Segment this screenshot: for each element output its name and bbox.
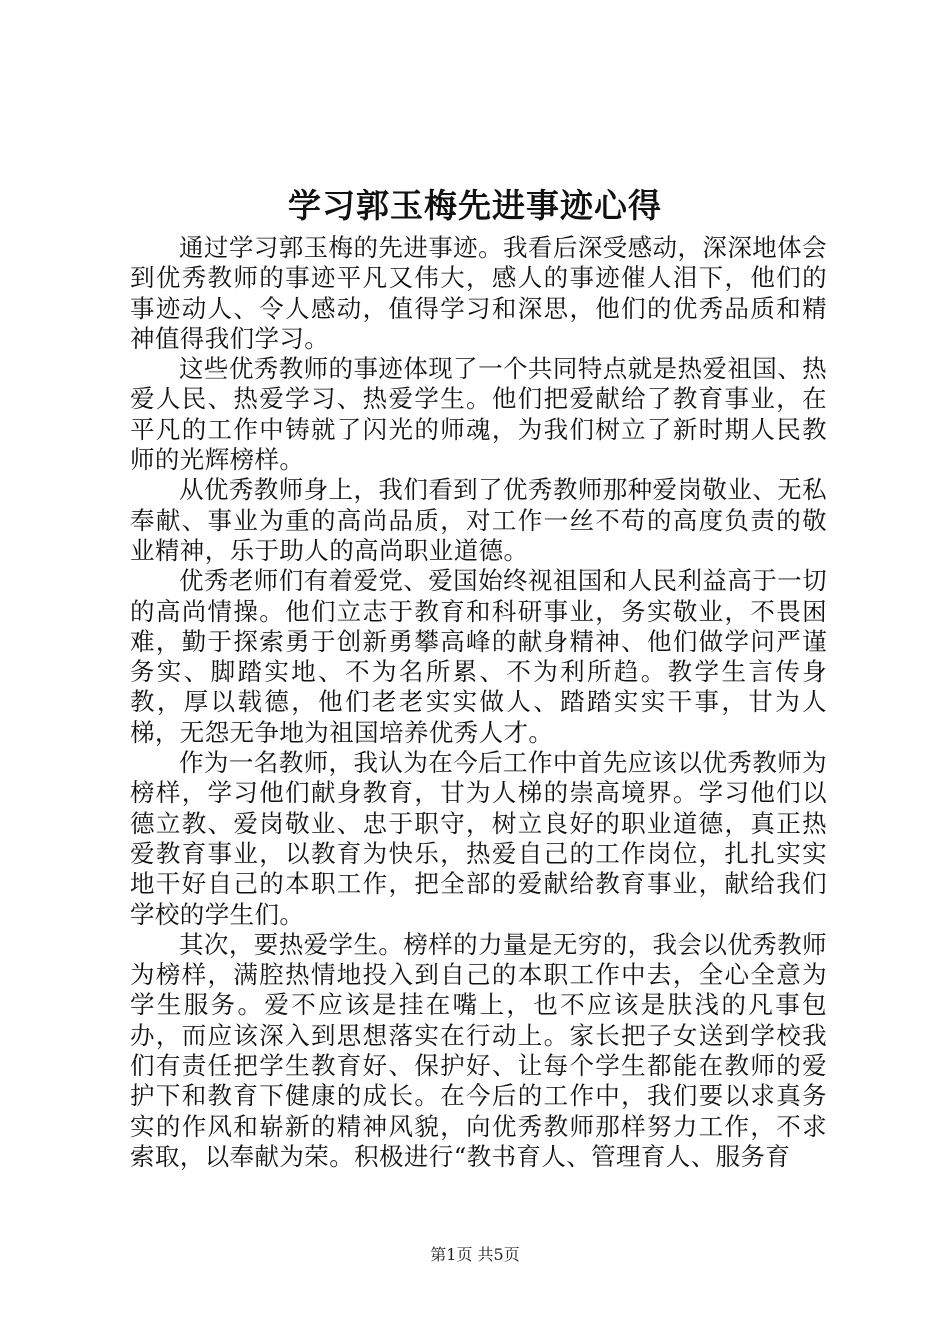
paragraph: 这些优秀教师的事迹体现了一个共同特点就是热爱祖国、热爱人民、热爱学习、热爱学生。他们把爱献给了教育事业，在平凡的工作中铸就了闪光的师魂，为我们树立了新时期人民教师的光辉榜样。 [130, 354, 827, 475]
document-title: 学习郭玉梅先进事迹心得 [288, 186, 662, 225]
page-number-footer: 第1页 共5页 [430, 1245, 520, 1264]
paragraph: 通过学习郭玉梅的先进事迹。我看后深受感动，深深地体会到优秀教师的事迹平凡又伟大，感人的事迹催人泪下，他们的事迹动人、令人感动，值得学习和深思，他们的优秀品质和精神值得我们学习。 [130, 233, 827, 353]
paragraph: 其次，要热爱学生。榜样的力量是无穷的，我会以优秀教师为榜样，满腔热情地投入到自己的本职工作中去，全心全意为学生服务。爱不应该是挂在嘴上，也不应该是肤浅的凡事包办，而应该深入到思想落实在行动上。家长把子女送到学校我们有责任把学生教育好、保护好、让每个学生都能在教师的爱护下和教育下健康的成长。在今后的工作中，我们要以求真务实的作风和崭新的精神风貌，向优秀教师那样努力工作，不求索取，以奉献为荣。积极进行“教书育人、管理育人、服务育 [130, 929, 827, 1171]
paragraph: 作为一名教师，我认为在今后工作中首先应该以优秀教师为榜样，学习他们献身教育，甘为人梯的崇高境界。学习他们以德立教、爱岗敬业、忠于职守，树立良好的职业道德，真正热爱教育事业，以教育为快乐，热爱自己的工作岗位，扎扎实实地干好自己的本职工作，把全部的爱献给教育事业，献给我们学校的学生们。 [130, 748, 827, 929]
paragraph: 优秀老师们有着爱党、爱国始终视祖国和人民利益高于一切的高尚情操。他们立志于教育和科研事业，务实敬业，不畏困难，勤于探索勇于创新勇攀高峰的献身精神、他们做学问严谨务实、脚踏实地、不为名所累、不为利所趋。教学生言传身教，厚以载德，他们老老实实做人、踏踏实实干事，甘为人梯，无怨无争地为祖国培养优秀人才。 [130, 566, 827, 747]
document-body [130, 233, 827, 1172]
paragraph: 从优秀教师身上，我们看到了优秀教师那种爱岗敬业、无私奉献、事业为重的高尚品质，对工作一丝不苟的高度负责的敬业精神，乐于助人的高尚职业道德。 [130, 475, 827, 565]
